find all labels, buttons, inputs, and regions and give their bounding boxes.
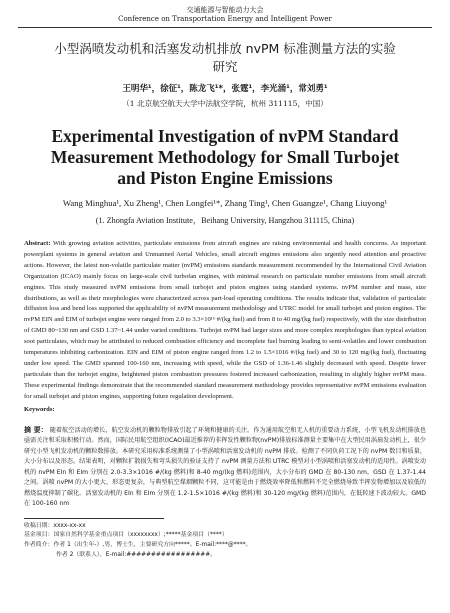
footnote-author2: 作者 2（联系人），E-mail:#################。	[56, 551, 217, 558]
header-rule	[18, 27, 432, 28]
footnote-received: 收稿日期：xxxx-xx-xx	[24, 522, 86, 529]
footnote-author1: 作者简介：作者 1（出生年-）,男，博士生，主要研究方向*****。E-mail:****@****。	[24, 542, 252, 549]
chinese-abstract	[24, 425, 426, 510]
chinese-abstract-label: 摘 要：	[24, 425, 48, 434]
footnote-funding: 基金项目：国家自然科学基金重点项目（xxxxxxxx）;*****基金项目（****）	[24, 532, 228, 539]
abstract-label: Abstract:	[24, 240, 51, 247]
conference-name-en: Conference on Transportation Energy and Intelligent Power	[118, 15, 332, 23]
chinese-affiliation: （1 北京航空航天大学中法航空学院，杭州 311115，中国）	[122, 99, 328, 108]
keywords-label: Keywords:	[24, 405, 55, 413]
english-keywords	[24, 405, 426, 416]
chinese-title: 小型涡喷发动机和活塞发动机排放 nvPM 标准测量方法的实验研究	[54, 41, 396, 74]
footnote-rule	[24, 518, 164, 519]
abstract-text: With growing aviation activities, particulate emissions from aircraft engines are raising environmental and health concerns. As important powerplant systems in general aviation and Unmanned Aerial Vehicles, small aircraft engines emissions also urgently need attention and proactive actions. However, the latest non-volatile particulate matter (nvPM) emissions standards measurement recommended by the International Civil Aviation Organization (ICAO) mainly focus on large-scale civil turbofan engines, with minimal research on particulate number emissions from small aircraft engines. This study measured nvPM emissions from small turbojet and piston engines using standard systems. nvPM number and mass, size distributions, as well as their morphologies were characterized across part-load operating conditions. The results indicate that, validation of particulate diffusion loss and bend loss supported the applicability of nvPM measurement methodology and UTRC model for small turbojet and piston engines. The nvPM EIN and EIM of turbojet engine were ranged from 2.0 to 3.3×10¹⁶ #/(kg fuel) and from 8 to 40 mg/(kg fuel) respectively, with the size distribution of GMD 80~130 nm and GSD 1.37~1.44 under varied conditions. Turbojet nvPM had larger sizes and more complex morphologies than typical aviation soot particulates, which may be attributed to reduced combustion efficiency and incomplete fuel burning leading to semi-volatiles and lower combustion temperatures inhibiting carbonization. EIN and EIM of piston engine ranged from 1.2 to 1.5×1016 #/(kg fuel) and 30 to 120 mg/(kg fuel), fluctuating under low speed. The GMD spanned 100-160 nm, increasing with speed, while the GSD of 1.36-1.46 slightly decreased with speed. Despite fewer particulate than the turbojet engine, heightened piston combustion pressures fostered increased carbonization, resulting in slightly higher nvPM mass. These experimental findings demonstrate that the recommended standard measurement methodology provides representative nvPM emissions evaluation for small turbojet and piston engines, supporting future regulation development.	[24, 240, 426, 400]
conference-name-cn: 交通能源与智能动力大会	[186, 6, 264, 14]
english-title: Experimental Investigation of nvPM Standard Measurement Methodology for Small Turbojet and Piston Engine Emissions	[50, 126, 400, 188]
footnotes	[24, 522, 432, 561]
english-affiliation: (1. Zhongfa Aviation Institute，Beihang University, Hangzhou 311115, China)	[95, 216, 355, 225]
chinese-abstract-text: 随着航空活动的增长，航空发动机的颗粒物排放引起了环境和健康的关注。作为通用航空和无人机的重要动力系统，小型飞机发动机排放也亟需关注和采取积极行动。然而，国际民用航空组织(ICAO)最近推荐的非挥发性颗粒物(nvPM)排放标准测量主要集中在大型民用涡扇发动机上，很少研究小型飞机发动机的颗粒数排放。本研究采用标准系统测量了小型涡喷和活塞发动机的 nvPM 排放。检测了不同负荷工况下的 nvPM 数目和质量，大小分布以及形态。结果表明，对颗粒扩散损失和弯头损失的验证支持了 nvPM 测量方法和 UTRC 模型对小型涡喷和活塞发动机的适用性。涡喷发动机的 nvPM EIn 和 EIm 分别在 2.0-3.3×1016 #/(kg 燃料)和 8-40 mg/(kg 燃料)范围内，大小分布的 GMD 在 80-130 nm，GSD 在 1.37-1.44 之间。涡喷 nvPM 的大小更大，形态更复杂，与典型航空煤烟颗粒不同，这可能是由于燃烧效率降低和燃料不完全燃烧导致半挥发物增加以及较低的燃烧温度抑制了碳化。活塞发动机的 EIn 和 EIm 分别在 1.2-1.5×1016 #/(kg 燃料)和 30-120 mg/(kg 燃料)范围内，在低转速下波动较大。GMD 在 100-160 nm	[24, 426, 427, 507]
english-authors: Wang Minghua¹, Xu Zheng¹, Chen Longfei¹*, Zhang Ting¹, Chen Guangze¹, Chang Liuyong¹	[62, 198, 388, 208]
conference-header	[18, 0, 432, 28]
english-abstract	[24, 239, 426, 403]
chinese-authors: 王明华¹，徐征¹，陈龙飞¹*，张霆¹，李光涌¹，常刘勇¹	[122, 84, 328, 94]
